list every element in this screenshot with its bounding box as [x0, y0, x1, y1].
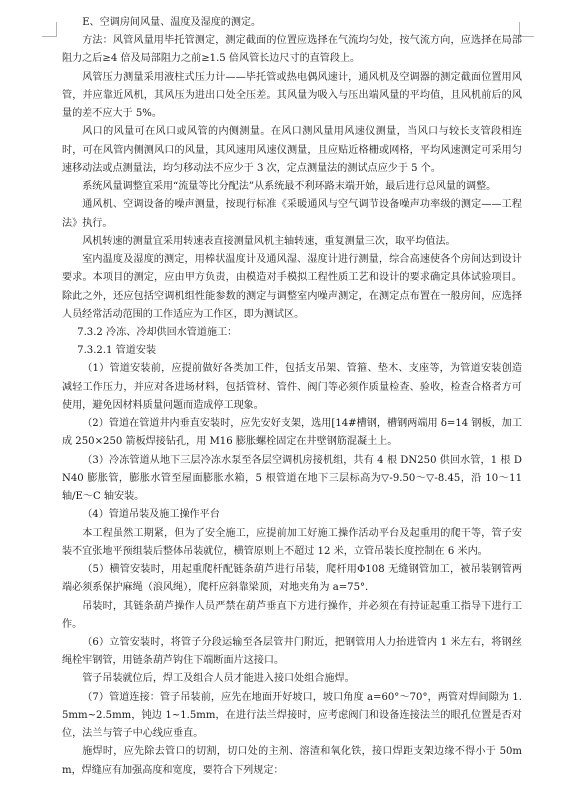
paragraph: 施焊时，应先除去管口的切割，切口处的主剂、溶渣和氧化铁，接口焊距支架边缘不得小于 50mm，焊缝应有加强高度和宽度，要符合下列规定： [62, 746, 522, 776]
paragraph: （2）管道在管道井内垂直安装时，应先安好支架，选用[14#槽钢，槽钢两端用 δ=14 钢板，加工成 250×250 箭板焊接钻孔，用 M16 膨胀螺栓固定在井壁钢筋混凝土上。 [62, 418, 522, 448]
paragraph: （6）立管安装时，将管子分段运输至各层管井门附近，把钢管用人力抬进管内 1 米左右，将钢丝绳栓牢钢管，用链条葫芦钩住下端断面片这接口。 [62, 636, 522, 667]
paragraph: 吊装时，其链条葫芦操作人员严禁在葫芦垂直下方进行操作，并必须在有持证起重工指导下进行工作。 [62, 600, 522, 630]
paragraph: 系统风量调整宜采用“流量等比分配法”从系统最不利环路末端开始，最后进行总风量的调整。 [82, 181, 497, 193]
paragraph: （7）管道连接：管子吊装前，应先在地面开好坡口，坡口角度 a=60°～70°，两管对焊间隙为 1.5mm~2.5mm，钝边 1~1.5mm，在进行法兰焊接时，应考虑阀门和设备连接法兰的眼孔位置是否对位，法兰与管子中心线应垂直。 [62, 691, 522, 740]
paragraph: E、空调房间风量、温度及湿度的测定。 [82, 17, 262, 28]
paragraph: （5）横管安装时，用起重爬杆配链条葫芦进行吊装，爬杆用Φ108 无缝钢管加工，被吊装钢管两端必须系保护麻绳（浪风绳），爬杆应斜靠梁顶，对地夹角为 a=75°. [62, 564, 522, 594]
section-heading: 7.3.2 冷冻、冷却供回水管道施工： [77, 326, 238, 338]
paragraph: 本工程虽然工期紧，但为了安全施工，应提前加工好施工操作活动平台及起重用的爬干等，管子安装不宜张地平预组装后整体吊装就位，横管原则上不超过 12 米，立管吊装长度控制在 6 米内。 [62, 527, 522, 557]
document-page [62, 14, 522, 780]
subsection-heading: 7.3.2.1 管道安装 [77, 345, 157, 357]
paragraph: 管子吊装就位后，焊工及组合人员才能进入接口处组合施焊。 [82, 673, 355, 685]
paragraph: 风管压力测量采用液柱式压力计——毕托管或热电偶风速计，通风机及空调器的测定截面位置用风管，并应靠近风机，其风压为进出口处全压差。其风量为吸入与压出端风量的平均值，且风机前后的风量的差不应大于 5%。 [62, 71, 522, 120]
paragraph: 方法：风管风量用毕托管测定，测定截面的位置应选择在气流均匀处，按气流方向，应选择在局部阻力之后≥4 倍及局部阻力之前≥1.5 倍风管长边尺寸的直管段上。 [62, 35, 522, 65]
page-corner-mark-top-left [42, 22, 57, 37]
paragraph: 风机转速的测量宜采用转速表直接测量风机主轴转速，重复测量三次，取平均值法。 [82, 235, 456, 247]
paragraph: （1）管道安装前，应提前做好各类加工件，包括支吊架、管箍、垫木、支座等，为管道安装创造减轻工作压力，并应对各进场材料，包括管材、管件、阀门等必须作质量检查、验收，检查合格者方可使用，避免因材料质量问题而造成停工现象。 [62, 363, 522, 411]
paragraph: 室内温度及湿度的测定，用棒状温度计及通风湿、湿度计进行测量，综合高速使各个房间达到设计要求。本项目的测定，应由甲方负责，由模造对手模拟工程性质工艺和设计的要求确定具体试验项目。除此之外，还应包括空调机组性能参数的测定与调整室内噪声测定，在测定点布置在一般房间，应选择人员经常活动范围的工作适应为工作区，即为测试区。 [62, 254, 522, 320]
paragraph: 通风机、空调设备的噪声测量，按现行标准《采暖通风与空气调节设备噪声功率级的测定——工程法》执行。 [62, 199, 522, 229]
paragraph: （4）管道吊装及施工操作平台 [82, 509, 220, 521]
paragraph: （3）冷冻管道从地下三层冷冻水泵至各层空调机房接机组，共有 4 根 DN250 供回水管，1 根 DN40 膨胀管，膨胀水管至屋面膨胀水箱，5 根管道在地下三层标高为▽-9.50～▽-8.45，沿 10～11 轴/E～C 轴安装。 [62, 454, 522, 503]
paragraph: 风口的风量可在风口或风管的内侧测量。在风口测风量用风速仪测量，当风口与较长支管段相连时，可在风管内侧测风口的风量，其风速用风速仪测量，且应贴近格栅或网格，平均风速测定可采用匀速移动法或点测量法，均匀移动法不应少于 3 次，定点测量法的测试点应少于 5 个。 [62, 126, 522, 174]
